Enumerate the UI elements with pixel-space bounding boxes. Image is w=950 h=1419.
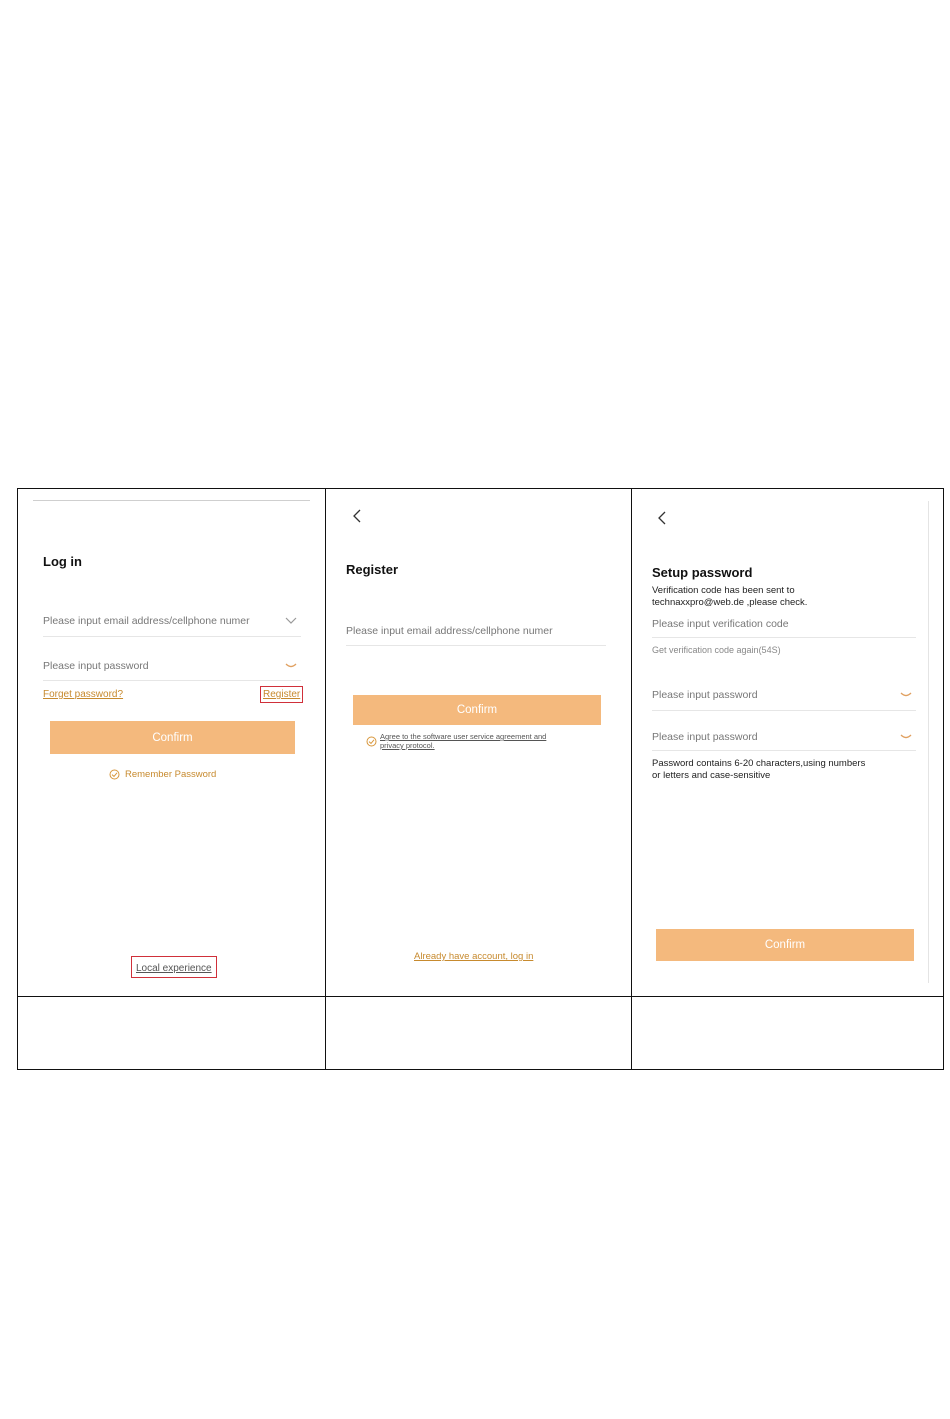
agreement-line: Agree to the software user service agreement and [380, 732, 547, 741]
input-underline [43, 680, 301, 681]
eye-closed-icon[interactable] [900, 734, 912, 741]
info-line: technaxxpro@web.de ,please check. [652, 597, 808, 608]
agreement-row[interactable] [366, 732, 546, 750]
caption-cell [326, 997, 631, 1069]
input-underline [43, 636, 301, 637]
caption-cell [18, 997, 325, 1069]
login-link[interactable]: Already have account, log in [414, 951, 534, 962]
page-title: Log in [43, 554, 82, 569]
top-divider [33, 500, 310, 501]
confirm-button[interactable]: Confirm [656, 929, 914, 961]
verification-info [652, 585, 807, 609]
back-arrow-icon[interactable] [657, 510, 667, 526]
forget-password-link[interactable]: Forget password? [43, 689, 124, 700]
resend-code-link[interactable]: Get verification code again(54S) [652, 645, 781, 655]
verification-code-input[interactable]: Please input verification code [652, 618, 789, 630]
input-underline [652, 710, 916, 711]
confirm-button[interactable]: Confirm [353, 695, 601, 725]
password-input[interactable]: Please input password [652, 689, 758, 701]
caption-cell [632, 997, 943, 1069]
scrollbar-edge [928, 501, 929, 983]
password-rules [652, 758, 865, 782]
confirm-button[interactable]: Confirm [50, 721, 295, 754]
back-arrow-icon[interactable] [352, 508, 362, 524]
input-underline [346, 645, 606, 646]
password-input[interactable]: Please input password [43, 660, 149, 672]
chevron-down-icon[interactable] [285, 617, 297, 625]
info-line: Verification code has been sent to [652, 585, 795, 596]
check-circle-icon [109, 769, 120, 780]
local-experience-link[interactable]: Local experience [136, 963, 212, 974]
screenshot-table [17, 488, 944, 1070]
input-underline [652, 750, 916, 751]
register-link[interactable]: Register [263, 689, 301, 700]
agreement-line: privacy protocol. [380, 741, 435, 750]
eye-closed-icon[interactable] [900, 692, 912, 699]
setup-password-screen [632, 489, 943, 996]
check-circle-icon[interactable] [366, 736, 377, 747]
page-title: Setup password [652, 565, 753, 580]
rule-line: Password contains 6-20 characters,using numbers [652, 758, 866, 769]
confirm-password-input[interactable]: Please input password [652, 731, 758, 743]
eye-closed-icon[interactable] [285, 663, 297, 670]
agreement-link[interactable] [380, 732, 546, 750]
rule-line: or letters and case-sensitive [652, 770, 771, 781]
page-title: Register [346, 562, 399, 577]
input-underline [652, 637, 916, 638]
register-screen [326, 489, 631, 996]
login-screen [18, 489, 325, 996]
email-input[interactable]: Please input email address/cellphone numer [346, 625, 553, 637]
remember-password-toggle[interactable] [109, 769, 216, 780]
remember-password-label: Remember Password [125, 769, 217, 780]
local-experience-box [131, 956, 217, 978]
email-input[interactable]: Please input email address/cellphone numer [43, 615, 250, 627]
